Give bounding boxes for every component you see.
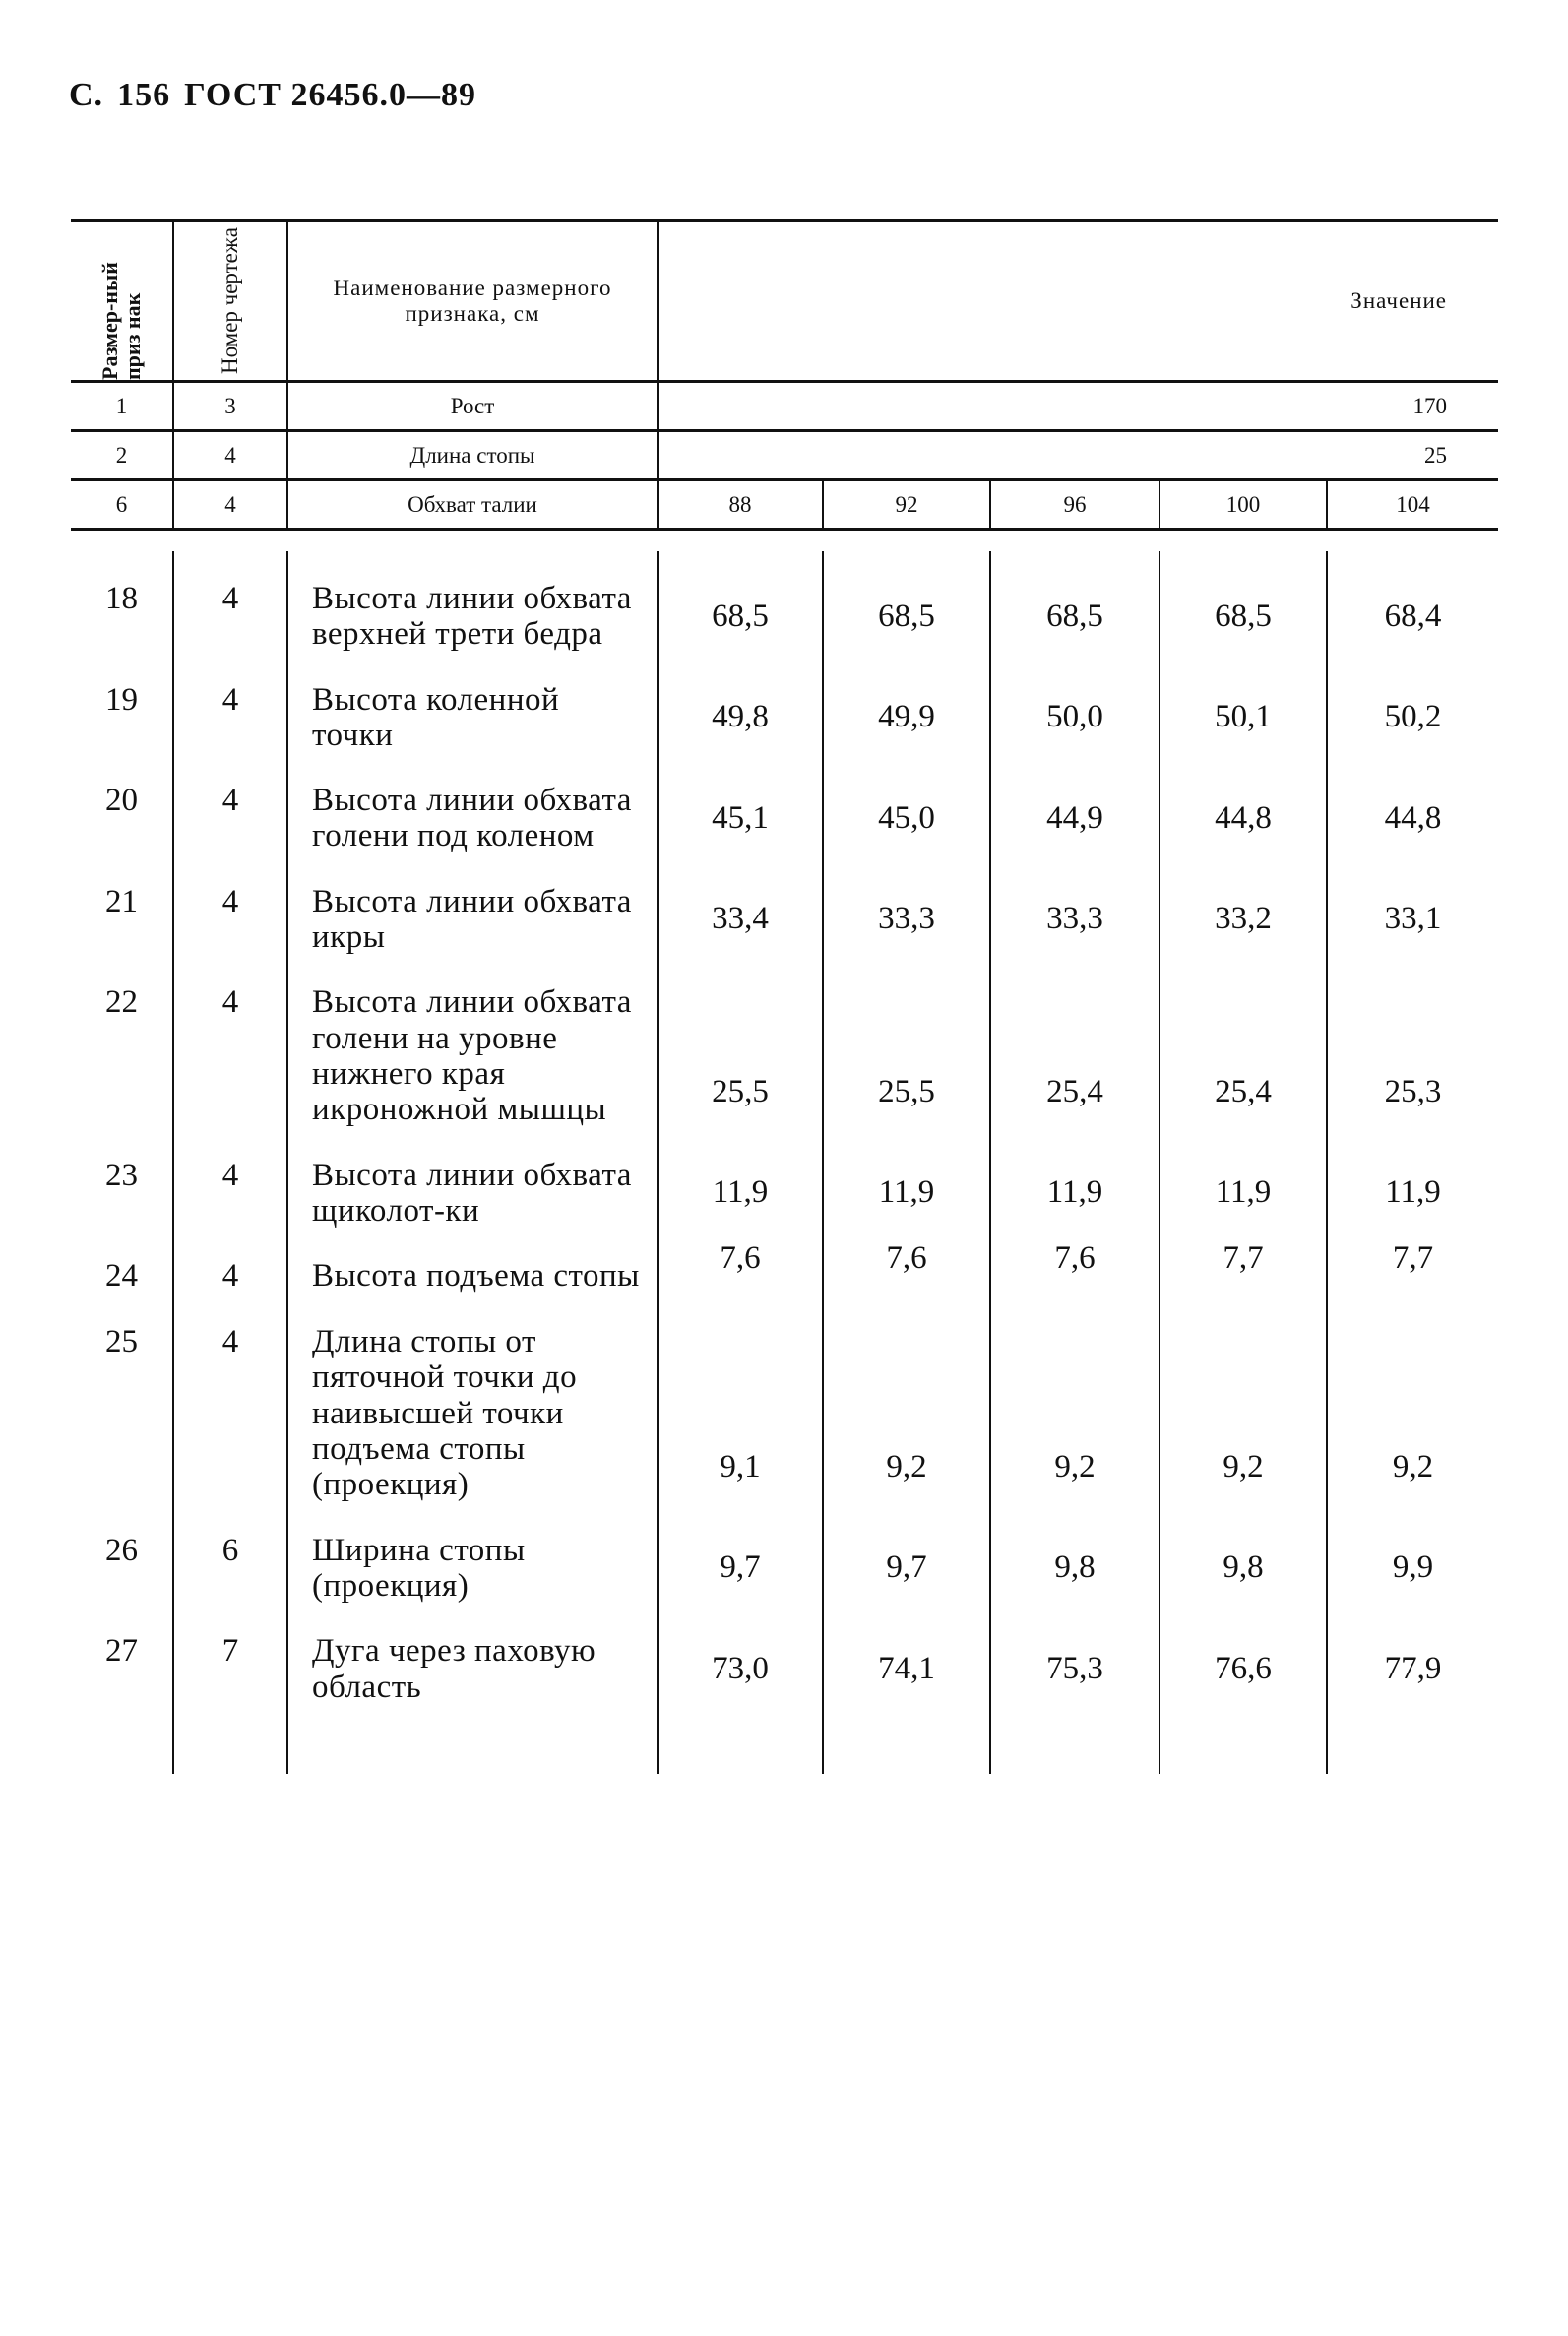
value-cell: 68,5 <box>990 551 1160 653</box>
table-row <box>71 1128 1498 1230</box>
value-cell: 25,3 <box>1327 955 1498 1127</box>
value-cell: 50,0 <box>990 653 1160 754</box>
table-row <box>71 1503 1498 1605</box>
feature-number: 23 <box>105 1157 138 1193</box>
empty-cell <box>71 1705 173 1774</box>
drawing-number: 4 <box>173 1229 287 1294</box>
value-cell: 11,9 <box>1327 1128 1498 1230</box>
drawing-number: 4 <box>173 1294 287 1502</box>
table-header <box>71 219 1498 531</box>
feature-name: Высота линии обхвата щиколот-ки <box>287 1128 658 1230</box>
value-cell: 50,1 <box>1160 653 1327 754</box>
empty-cell <box>287 1705 658 1774</box>
value-cell: 50,2 <box>1327 653 1498 754</box>
value-cell: 9,9 <box>1327 1503 1498 1605</box>
value-cell: 7,6 <box>990 1229 1160 1294</box>
feature-number: 22 <box>105 984 138 1021</box>
table-row <box>71 854 1498 956</box>
size-92: 92 <box>823 480 990 530</box>
feature-name: Высота линии обхвата голени на уровне нижнего края икроножной мышцы <box>287 955 658 1127</box>
table-filler <box>71 1705 1498 1774</box>
value-cell: 9,2 <box>1160 1294 1327 1502</box>
empty-cell <box>1160 1705 1327 1774</box>
size-104: 104 <box>1327 480 1498 530</box>
value-cell: 33,2 <box>1160 854 1327 956</box>
value-cell: 25,4 <box>990 955 1160 1127</box>
feature-number: 21 <box>105 883 138 919</box>
standard-code: ГОСТ 26456.0—89 <box>184 77 476 113</box>
col-feature-head: Размер-ный приз нак <box>71 221 173 382</box>
value-cell: 11,9 <box>658 1128 823 1230</box>
drawing-number: 4 <box>173 955 287 1127</box>
page-prefix: С. <box>69 77 104 113</box>
table-row <box>71 955 1498 1127</box>
col-value-head: Значение <box>658 221 1498 382</box>
value-cell: 25,4 <box>1160 955 1327 1127</box>
feature-name: Высота линии обхвата верхней трети бедра <box>287 551 658 653</box>
empty-cell <box>823 1705 990 1774</box>
value-cell: 76,6 <box>1160 1604 1327 1705</box>
value-cell: 11,9 <box>823 1128 990 1230</box>
drawing-number: 4 <box>173 753 287 854</box>
value-cell: 74,1 <box>823 1604 990 1705</box>
feature-number: 18 <box>105 581 138 616</box>
value-cell: 68,5 <box>1160 551 1327 653</box>
feature-name: Длина стопы от пяточной точки до наивысшей точки подъема стопы (проекция) <box>287 1294 658 1502</box>
value-cell: 33,3 <box>990 854 1160 956</box>
size-96: 96 <box>990 480 1160 530</box>
empty-cell <box>658 1705 823 1774</box>
value-cell: 7,7 <box>1327 1229 1498 1294</box>
table-row <box>71 653 1498 754</box>
sizes-row: 6 4 Обхват талии 88 92 96 100 104 <box>71 480 1498 530</box>
value-cell: 45,1 <box>658 753 823 854</box>
value-cell: 9,2 <box>823 1294 990 1502</box>
table-row <box>71 753 1498 854</box>
value-cell: 11,9 <box>1160 1128 1327 1230</box>
feature-number: 26 <box>105 1532 138 1568</box>
value-cell: 77,9 <box>1327 1604 1498 1705</box>
feature-name: Дуга через паховую область <box>287 1604 658 1705</box>
value-cell: 68,4 <box>1327 551 1498 653</box>
value-cell: 7,6 <box>658 1229 823 1294</box>
value-cell: 75,3 <box>990 1604 1160 1705</box>
feature-name: Ширина стопы (проекция) <box>287 1503 658 1605</box>
value-cell: 33,3 <box>823 854 990 956</box>
drawing-number: 6 <box>173 1503 287 1605</box>
value-cell: 7,6 <box>823 1229 990 1294</box>
feature-number: 25 <box>105 1324 138 1360</box>
value-cell: 44,8 <box>1160 753 1327 854</box>
page-number: 156 <box>117 77 171 113</box>
value-cell: 11,9 <box>990 1128 1160 1230</box>
value-cell: 68,5 <box>823 551 990 653</box>
col-name-head: Наименование размерного признака, см <box>287 221 658 382</box>
measurements-table <box>71 551 1498 1774</box>
feature-number: 20 <box>105 783 138 819</box>
feature-name: Высота линии обхвата голени под коленом <box>287 753 658 854</box>
feature-name: Высота коленной точки <box>287 653 658 754</box>
value-cell: 68,5 <box>658 551 823 653</box>
drawing-number: 4 <box>173 1128 287 1230</box>
empty-cell <box>173 1705 287 1774</box>
param-row: 2 4 Длина стопы 25 <box>71 431 1498 480</box>
feature-number: 24 <box>105 1258 138 1294</box>
value-cell: 33,4 <box>658 854 823 956</box>
value-cell: 25,5 <box>658 955 823 1127</box>
table-row <box>71 1604 1498 1705</box>
value-cell: 25,5 <box>823 955 990 1127</box>
value-cell: 9,8 <box>990 1503 1160 1605</box>
value-cell: 73,0 <box>658 1604 823 1705</box>
value-cell: 49,9 <box>823 653 990 754</box>
param-row: 1 3 Рост 170 <box>71 382 1498 431</box>
table-row <box>71 551 1498 653</box>
value-cell: 49,8 <box>658 653 823 754</box>
page-header <box>69 77 490 114</box>
col-drawing-head: Номер чертежа <box>173 221 287 382</box>
value-cell: 44,8 <box>1327 753 1498 854</box>
feature-number: 19 <box>105 681 138 718</box>
drawing-number: 4 <box>173 854 287 956</box>
feature-name: Высота линии обхвата икры <box>287 854 658 956</box>
drawing-number: 7 <box>173 1604 287 1705</box>
empty-cell <box>1327 1705 1498 1774</box>
value-cell: 9,8 <box>1160 1503 1327 1605</box>
drawing-number: 4 <box>173 653 287 754</box>
value-cell: 9,2 <box>1327 1294 1498 1502</box>
value-cell: 9,2 <box>990 1294 1160 1502</box>
value-cell: 9,7 <box>823 1503 990 1605</box>
value-cell: 44,9 <box>990 753 1160 854</box>
value-cell: 45,0 <box>823 753 990 854</box>
size-88: 88 <box>658 480 823 530</box>
feature-number: 27 <box>105 1633 138 1670</box>
feature-name: Высота подъема стопы <box>287 1229 658 1294</box>
value-cell: 9,7 <box>658 1503 823 1605</box>
drawing-number: 4 <box>173 551 287 653</box>
size-100: 100 <box>1160 480 1327 530</box>
empty-cell <box>990 1705 1160 1774</box>
value-cell: 7,7 <box>1160 1229 1327 1294</box>
table-row <box>71 1229 1498 1294</box>
value-cell: 9,1 <box>658 1294 823 1502</box>
table-row <box>71 1294 1498 1502</box>
value-cell: 33,1 <box>1327 854 1498 956</box>
